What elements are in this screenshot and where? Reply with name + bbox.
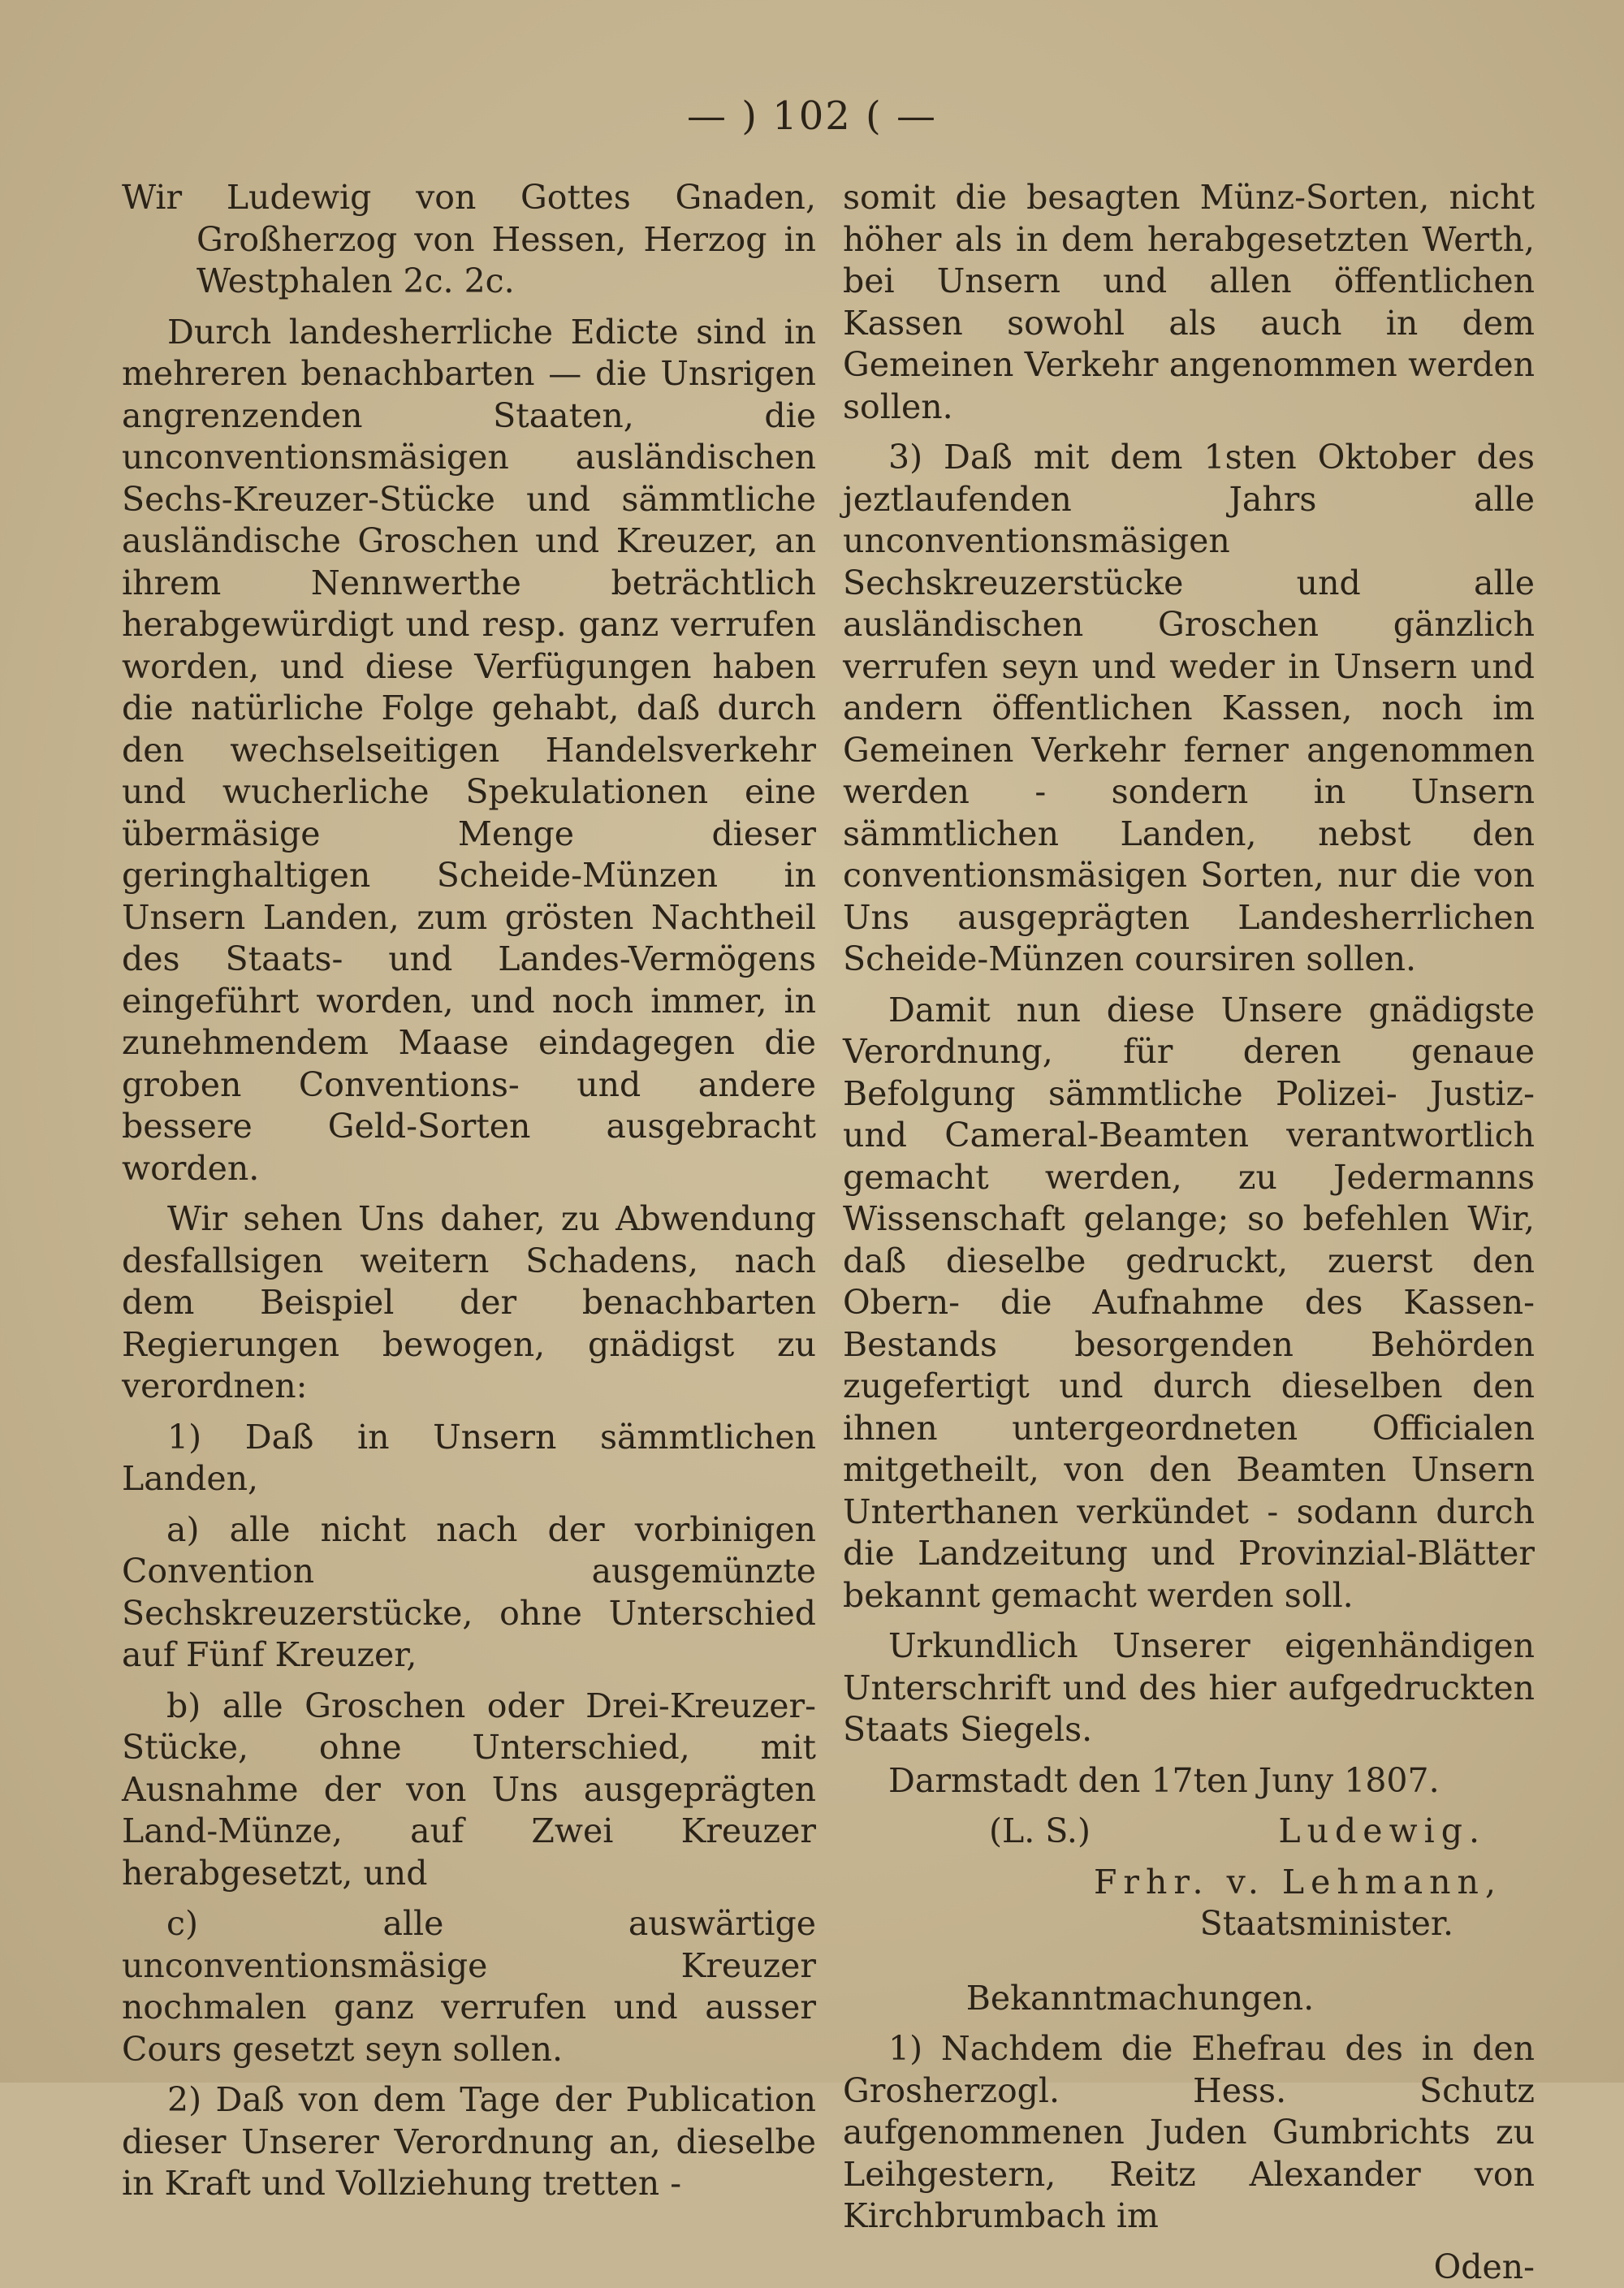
attestation-paragraph: Urkundlich Unserer eigenhändigen Unterschrift und des hier aufgedruckten Staats Siegels. (843, 1625, 1535, 1751)
enforcement-paragraph: Damit nun diese Unsere gnädigste Verordnung, für deren genaue Befolgung sämmtliche Polizei- Justiz- und Cameral-Beamten verantwortlich gemacht werden, zu Jedermanns Wissenschaft gelange; so befehlen Wir, daß dieselbe gedruckt, zuerst den Obern- die Aufnahme des Kassen-Bestands besorgenden Behörden zugefertigt und durch dieselben den ihnen untergeordneten Officialen mitgetheilt, von den Beamten Unsern Unterthanen verkündet - sodann durch die Landzeitung und Provinzial-Blätter bekannt gemacht werden soll. (843, 990, 1535, 1617)
left-column (122, 177, 816, 2214)
article-2-continued: somit die besagten Münz-Sorten, nicht höher als in dem herabgesetzten Werth, bei Unsern und allen öffentlichen Kassen sowohl als auch in dem Gemeinen Verkehr angenommen werden sollen. (843, 177, 1535, 428)
seal-mark: (L. S.) (989, 1811, 1091, 1853)
page-number: — ) 102 ( — (0, 93, 1624, 139)
article-1b: b) alle Groschen oder Drei-Kreuzer-Stücke, ohne Unterschied, mit Ausnahme der von Uns ausgeprägten Land-Münze, auf Zwei Kreuzer herabgesetzt, und (122, 1686, 816, 1895)
right-column (843, 177, 1535, 2288)
article-2: 2) Daß von dem Tage der Publication dieser Unserer Verordnung an, dieselbe in Kraft und Vollziehung tretten - (122, 2079, 816, 2205)
announcement-1: 1) Nachdem die Ehefrau des in den Grosherzogl. Hess. Schutz aufgenommenen Juden Gumbrichts zu Leihgestern, Reitz Alexander von Kirchbrumbach im (843, 2028, 1535, 2238)
announcements-heading: Bekanntmachungen. (843, 1978, 1535, 2020)
minister-title: Staatsminister. (843, 1903, 1502, 1945)
countersignature (843, 1862, 1535, 1945)
catchword: Oden- (843, 2247, 1535, 2288)
intro-title: Wir Ludewig von Gottes Gnaden, Großherzog von Hessen, Herzog in Westphalen 2c. 2c. (122, 177, 816, 303)
minister-name: Frhr. v. Lehmann, (843, 1862, 1502, 1904)
article-3: 3) Daß mit dem 1sten Oktober des jeztlaufenden Jahrs alle unconventionsmäsigen Sechskreuzerstücke und alle ausländischen Groschen gänzlich verrufen seyn und weder in Unsern und andern öffentlichen Kassen, noch im Gemeinen Verkehr ferner angenommen werden - sondern in Unsern sämmtlichen Landen, nebst den conventionsmäsigen Sorten, nur die von Uns ausgeprägten Landesherrlichen Scheide-Münzen coursiren sollen. (843, 437, 1535, 981)
preamble-paragraph: Durch landesherrliche Edicte sind in mehreren benachbarten — die Unsrigen angrenzenden Staaten, die unconventionsmäsigen ausländischen Sechs-Kreuzer-Stücke und sämmtliche ausländische Groschen und Kreuzer, an ihrem Nennwerthe beträchtlich herabgewürdigt und resp. ganz verrufen worden, und diese Verfügungen haben die natürliche Folge gehabt, daß durch den wechselseitigen Handelsverkehr und wucherliche Spekulationen eine übermäsige Menge dieser geringhaltigen Scheide-Münzen in Unsern Landen, zum grösten Nachtheil des Staats- und Landes-Vermögens eingeführt worden, und noch immer, in zunehmendem Maase eindagegen die groben Conventions- und andere bessere Geld-Sorten ausgebracht worden. (122, 312, 816, 1190)
decree-paragraph: Wir sehen Uns daher, zu Abwendung desfallsigen weitern Schadens, nach dem Beispiel der benachbarten Regierungen bewogen, gnädigst zu verordnen: (122, 1198, 816, 1408)
signature-ruler: Ludewig. (1278, 1811, 1486, 1853)
article-1c: c) alle auswärtige unconventionsmäsige Kreuzer nochmalen ganz verrufen und ausser Cours gesetzt seyn sollen. (122, 1903, 816, 2070)
signature-line (843, 1811, 1535, 1853)
place-date: Darmstadt den 17ten Juny 1807. (843, 1760, 1535, 1802)
article-1: 1) Daß in Unsern sämmtlichen Landen, (122, 1417, 816, 1500)
article-1a: a) alle nicht nach der vorbinigen Convention ausgemünzte Sechskreuzerstücke, ohne Unterschied auf Fünf Kreuzer, (122, 1509, 816, 1677)
